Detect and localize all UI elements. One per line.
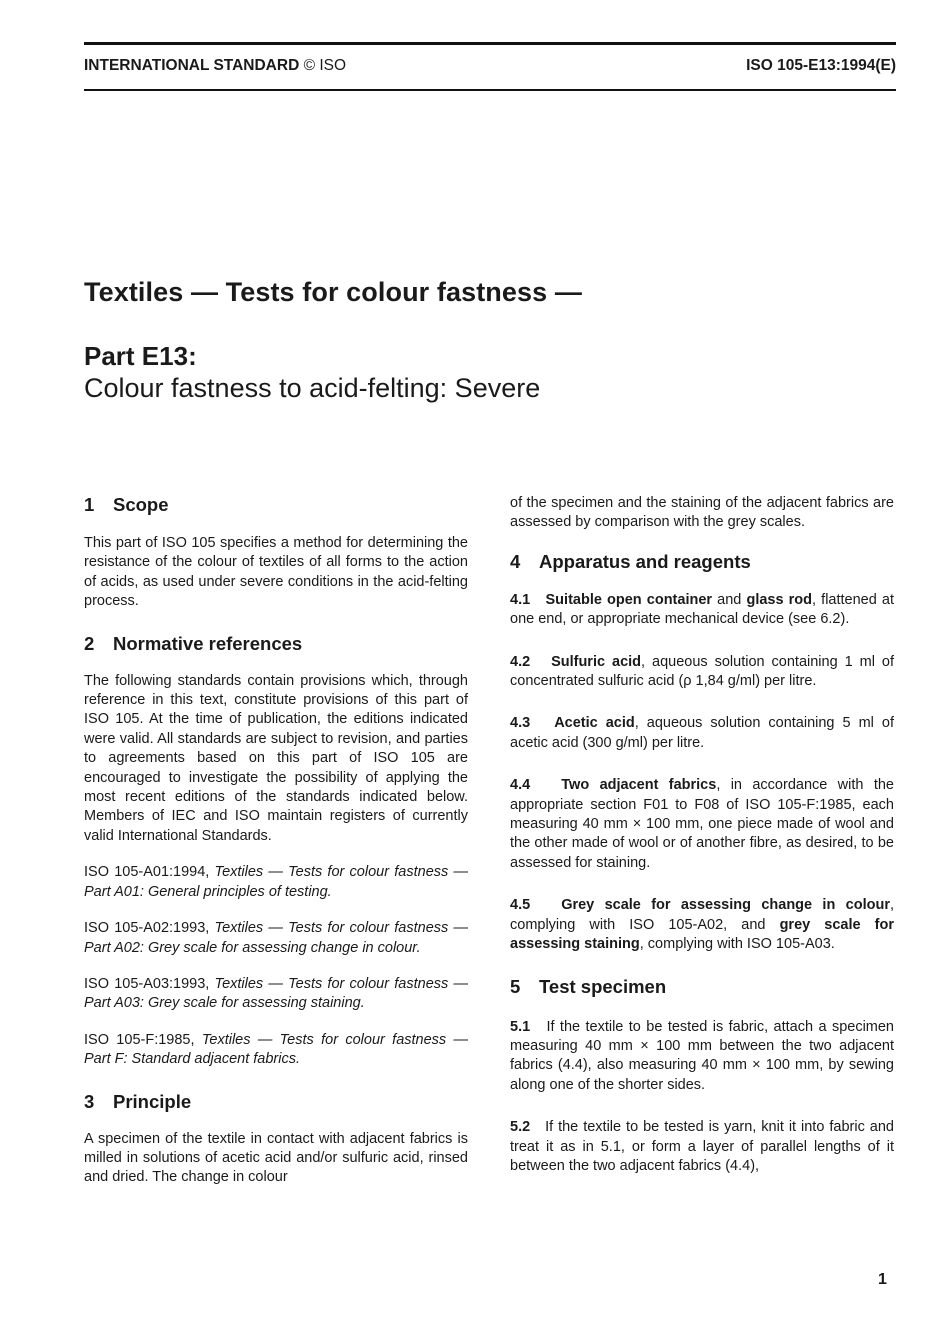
clause-text: , complying with ISO 105-A03.	[639, 936, 835, 953]
header-standard-label: INTERNATIONAL STANDARD	[84, 57, 300, 74]
clause-4-2	[510, 653, 894, 692]
reference-title: Textiles — Tests for colour fastness — Part A01: General principles of testing.	[84, 864, 468, 900]
reference-item	[84, 919, 468, 958]
header-document-number: ISO 105-E13:1994(E)	[746, 57, 896, 74]
clause-number: 4.1	[510, 591, 531, 608]
principle-paragraph-continued: of the specimen and the staining of the adjacent fabrics are assessed by comparison with the grey scales.	[510, 495, 894, 531]
clause-text: , aqueous solution containing 5 ml of acetic acid (300 g/ml) per litre.	[510, 715, 894, 751]
clause-term: grey scale for assessing staining	[510, 916, 894, 953]
section-title: Scope	[113, 494, 169, 515]
section-title: Principle	[113, 1090, 192, 1112]
reference-title: Textiles — Tests for colour fastness — Part A03: Grey scale for assessing staining.	[84, 975, 468, 1012]
section-number: 1	[84, 494, 95, 515]
clause-5-2	[510, 1118, 894, 1176]
clause-4-3	[510, 714, 894, 753]
part-number: Part E13:	[84, 341, 197, 371]
reference-code: ISO 105-A02:1993,	[84, 920, 210, 937]
clause-text: If the textile to be tested is fabric, attach a specimen measuring 40 mm × 100 mm between the two adjacent fabrics (4.4), also measuring 40 mm × 100 mm, by sewing along one of the shorter sides.	[510, 1018, 894, 1093]
clause-term: Grey scale for assessing change in colour	[561, 897, 890, 914]
page-number: 1	[878, 1271, 887, 1288]
section-title: Apparatus and reagents	[539, 550, 751, 572]
clause-term: Two adjacent fabrics	[561, 777, 717, 794]
section-heading-apparatus	[510, 551, 894, 573]
clause-text: , complying with ISO 105-A02, and	[510, 897, 894, 933]
reference-item	[84, 975, 468, 1014]
right-column	[510, 494, 894, 1176]
reference-title: Textiles — Tests for colour fastness — Part F: Standard adjacent fabrics.	[84, 1031, 469, 1068]
clause-4-5	[510, 896, 894, 954]
left-column	[84, 494, 468, 1188]
section-title: Normative references	[113, 632, 303, 654]
reference-item	[84, 1031, 468, 1070]
clause-4-4	[510, 776, 894, 873]
document-title: Textiles — Tests for colour fastness —	[84, 277, 582, 307]
part-subtitle: Colour fastness to acid-felting: Severe	[84, 373, 541, 403]
section-heading-normative-references	[84, 633, 468, 655]
section-title: Test specimen	[539, 975, 667, 997]
clause-text: If the textile to be tested is yarn, knit it into fabric and treat it as in 5.1, or form a layer of parallel lengths of it between the two adjacent fabrics (4.4),	[510, 1119, 894, 1174]
reference-title: Textiles — Tests for colour fastness — Part A02: Grey scale for assessing change in colour.	[84, 920, 468, 956]
reference-item	[84, 863, 468, 902]
header-org: © ISO	[303, 57, 347, 74]
clause-term: Suitable open container	[545, 591, 713, 608]
header-left	[84, 57, 346, 75]
clause-term: Acetic acid	[554, 715, 635, 732]
reference-code: ISO 105-A01:1994,	[84, 864, 210, 881]
clause-5-1	[510, 1018, 894, 1096]
clause-number: 4.3	[510, 715, 531, 732]
clause-number: 5.2	[510, 1119, 531, 1136]
clause-number: 4.4	[510, 777, 531, 794]
section-heading-principle	[84, 1091, 468, 1113]
header-bottom-rule	[84, 89, 896, 91]
section-heading-scope	[84, 494, 468, 516]
reference-code: ISO 105-F:1985,	[84, 1031, 195, 1048]
scope-paragraph: This part of ISO 105 specifies a method for determining the resistance of the colour of textiles of all forms to the action of acids, as used under severe conditions in the acid-felting process.	[84, 535, 468, 610]
clause-number: 5.1	[510, 1018, 531, 1035]
clause-term: glass rod	[746, 591, 813, 608]
section-number: 5	[510, 975, 521, 997]
section-heading-test-specimen	[510, 976, 894, 998]
principle-paragraph-start: A specimen of the textile in contact with adjacent fabrics is milled in solutions of acetic acid and/or sulfuric acid, rinsed and dried. The change in colour	[84, 1130, 468, 1186]
clause-text: and	[712, 591, 747, 608]
clause-4-1	[510, 591, 894, 630]
section-number: 3	[84, 1090, 95, 1112]
normative-references-paragraph: The following standards contain provisions which, through reference in this text, constitute provisions of this part of ISO 105. At the time of publication, the editions indicated were valid. All standards are subject to revision, and parties to agreements based on this part of ISO 105 are encouraged to investigate the possibility of applying the most recent editions of the standards indicated below. Members of IEC and ISO maintain registers of currently valid International Standards.	[84, 672, 468, 844]
clause-text: , flattened at one end, or appropriate mechanical device (see 6.2).	[510, 591, 895, 628]
section-number: 2	[84, 632, 95, 654]
clause-text: , in accordance with the appropriate section F01 to F08 of ISO 105-F:1985, each measuring 40 mm × 100 mm, one piece made of wool and the other made of wool or of another fibre, as desired, to be assessed for staining.	[510, 777, 894, 871]
clause-text: , aqueous solution containing 1 ml of concentrated sulfuric acid (ρ 1,84 g/ml) per litre.	[510, 653, 894, 690]
reference-code: ISO 105-A03:1993,	[84, 975, 210, 992]
clause-number: 4.2	[510, 653, 531, 670]
clause-term: Sulfuric acid	[551, 653, 642, 670]
header-top-rule	[84, 42, 896, 45]
section-number: 4	[510, 550, 521, 572]
clause-number: 4.5	[510, 897, 531, 914]
